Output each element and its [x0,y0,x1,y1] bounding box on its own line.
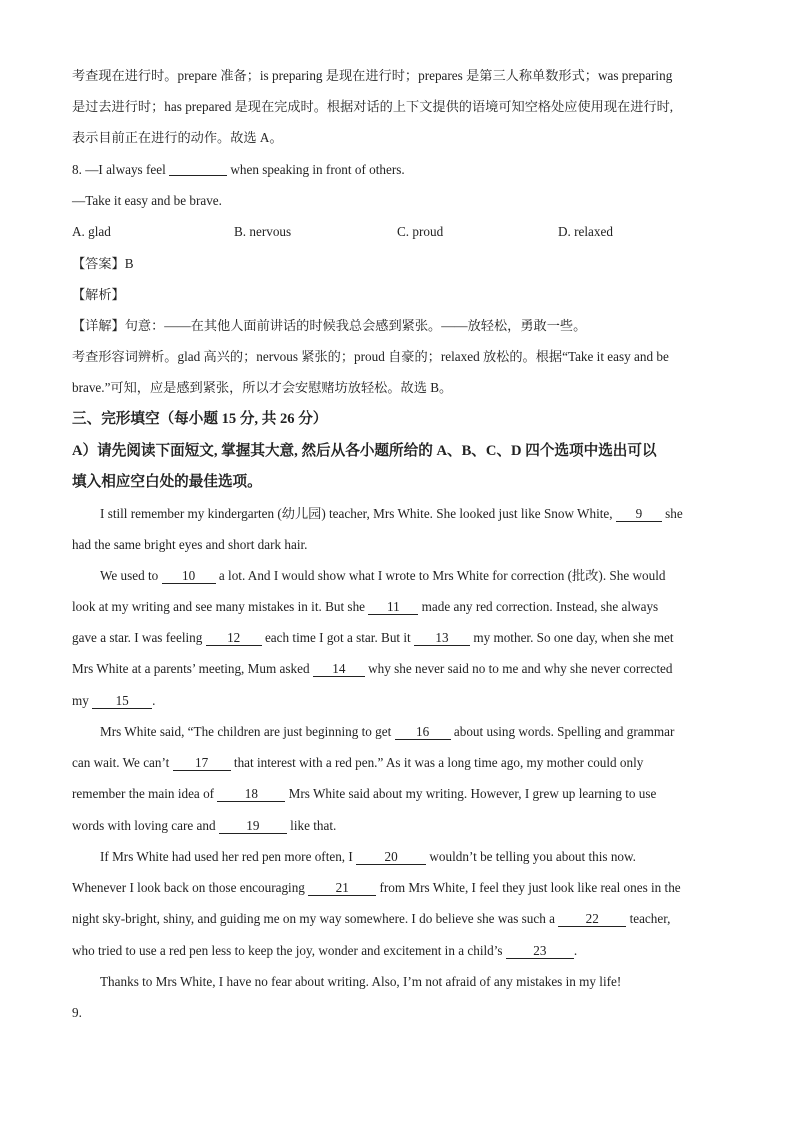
section-title: 三、完形填空（每小题 15 分, 共 26 分） [72,411,328,427]
passage-text: each time I got a star. But it [264,630,411,645]
passage-line [100,848,636,866]
passage-line [72,817,336,835]
passage-text: a lot. And I would show what I wrote to Mrs White for correction (批改). She would [218,568,666,583]
passage-line [72,598,658,616]
blank-23: 23 [506,944,574,959]
blank-17: 17 [173,756,231,771]
blank-15: 15 [92,694,152,709]
passage-line [100,567,665,585]
passage-text: teacher, [629,911,671,926]
analysis-label: 【解析】 [72,287,125,302]
passage-line [72,660,672,678]
passage-text: look at my writing and see many mistakes in it. But she [72,599,366,614]
blank-20: 20 [356,850,426,865]
passage-text: remember the main idea of [72,786,215,801]
passage-text: about using words. Spelling and grammar [453,724,675,739]
blank-12: 12 [206,631,262,646]
answer-label: 【答案】B [72,256,134,271]
section-instruction: A）请先阅读下面短文, 掌握其大意, 然后从各小题所给的 A、B、C、D 四个选项中选出可以 [72,443,657,459]
passage-text: from Mrs White, I feel they just look like real ones in the [379,880,681,895]
passage-line [100,505,683,523]
stem-text: when speaking in front of others. [230,162,405,177]
passage-text: can wait. We can’t [72,755,170,770]
option-d: D. relaxed [558,224,613,239]
blank-11: 11 [368,600,418,615]
blank-22: 22 [558,912,626,927]
passage-line [72,879,681,897]
passage-text: who tried to use a red pen less to keep the joy, wonder and excitement in a child’s [72,943,503,958]
blank-9: 9 [616,507,662,522]
passage-text: like that. [290,818,337,833]
explanation-line: brave.”可知，应是感到紧张，所以才会安慰赌坊放轻松。故选 B。 [72,380,453,395]
passage-text: my mother. So one day, when she met [473,630,674,645]
passage-text: wouldn’t be telling you about this now. [429,849,636,864]
passage-line: Thanks to Mrs White, I have no fear about writing. Also, I’m not afraid of any mistakes in my life! [100,974,622,989]
explanation-line: 表示目前正在进行的动作。故选 A。 [72,130,283,145]
stem-text: 8. —I always feel [72,162,166,177]
option-a: A. glad [72,224,111,239]
passage-text: . [573,943,578,958]
option-b: B. nervous [234,224,292,239]
passage-text: gave a star. I was feeling [72,630,203,645]
passage-text: Mrs White at a parents’ meeting, Mum asked [72,661,310,676]
passage-text: Mrs White said, “The children are just beginning to get [100,724,392,739]
passage-text: she [665,506,683,521]
passage-text: Mrs White said about my writing. However, I grew up learning to use [288,786,657,801]
passage-text: words with loving care and [72,818,216,833]
passage-line [72,754,643,772]
passage-text: Whenever I look back on those encouraging [72,880,305,895]
explanation-line: 考查现在进行时。prepare 准备；is preparing 是现在进行时；prepares 是第三人称单数形式；was preparing [72,68,673,83]
question-9-number: 9. [72,1005,82,1020]
passage-line [100,723,674,741]
blank-16: 16 [395,725,451,740]
passage-text: my [72,693,89,708]
passage-text: that interest with a red pen.” As it was a long time ago, my mother could only [233,755,644,770]
passage-line [72,692,155,710]
passage-line [72,629,674,647]
passage-text: If Mrs White had used her red pen more often, I [100,849,353,864]
passage-line [72,910,670,928]
passage-text: We used to [100,568,159,583]
passage-text: I still remember my kindergarten (幼儿园) teacher, Mrs White. She looked just like Snow White, [100,506,613,521]
blank-18: 18 [217,787,285,802]
passage-line [72,785,656,803]
option-c: C. proud [397,224,444,239]
blank-13: 13 [414,631,470,646]
passage-line: had the same bright eyes and short dark hair. [72,537,308,552]
question-8-reply: —Take it easy and be brave. [72,193,222,208]
section-instruction: 填入相应空白处的最佳选项。 [72,474,262,490]
passage-text: night sky-bright, shiny, and guiding me on my way somewhere. I do believe she was such a [72,911,555,926]
blank-19: 19 [219,819,287,834]
answer-blank [169,162,227,176]
blank-14: 14 [313,662,365,677]
passage-text: . [152,693,156,708]
blank-21: 21 [308,881,376,896]
passage-line [72,942,577,960]
passage-text: made any red correction. Instead, she always [421,599,659,614]
explanation-line: 是过去进行时；has prepared 是现在完成时。根据对话的上下文提供的语境可知空格处应使用现在进行时, [72,99,674,114]
detail-line: 【详解】句意：——在其他人面前讲话的时候我总会感到紧张。——放轻松，勇敢一些。 [72,318,587,333]
question-8-stem [72,161,405,179]
passage-text: why she never said no to me and why she never corrected [368,661,673,676]
blank-10: 10 [162,569,216,584]
explanation-line: 考查形容词辨析。glad 高兴的；nervous 紧张的；proud 自豪的；relaxed 放松的。根据“Take it easy and be [72,349,669,364]
